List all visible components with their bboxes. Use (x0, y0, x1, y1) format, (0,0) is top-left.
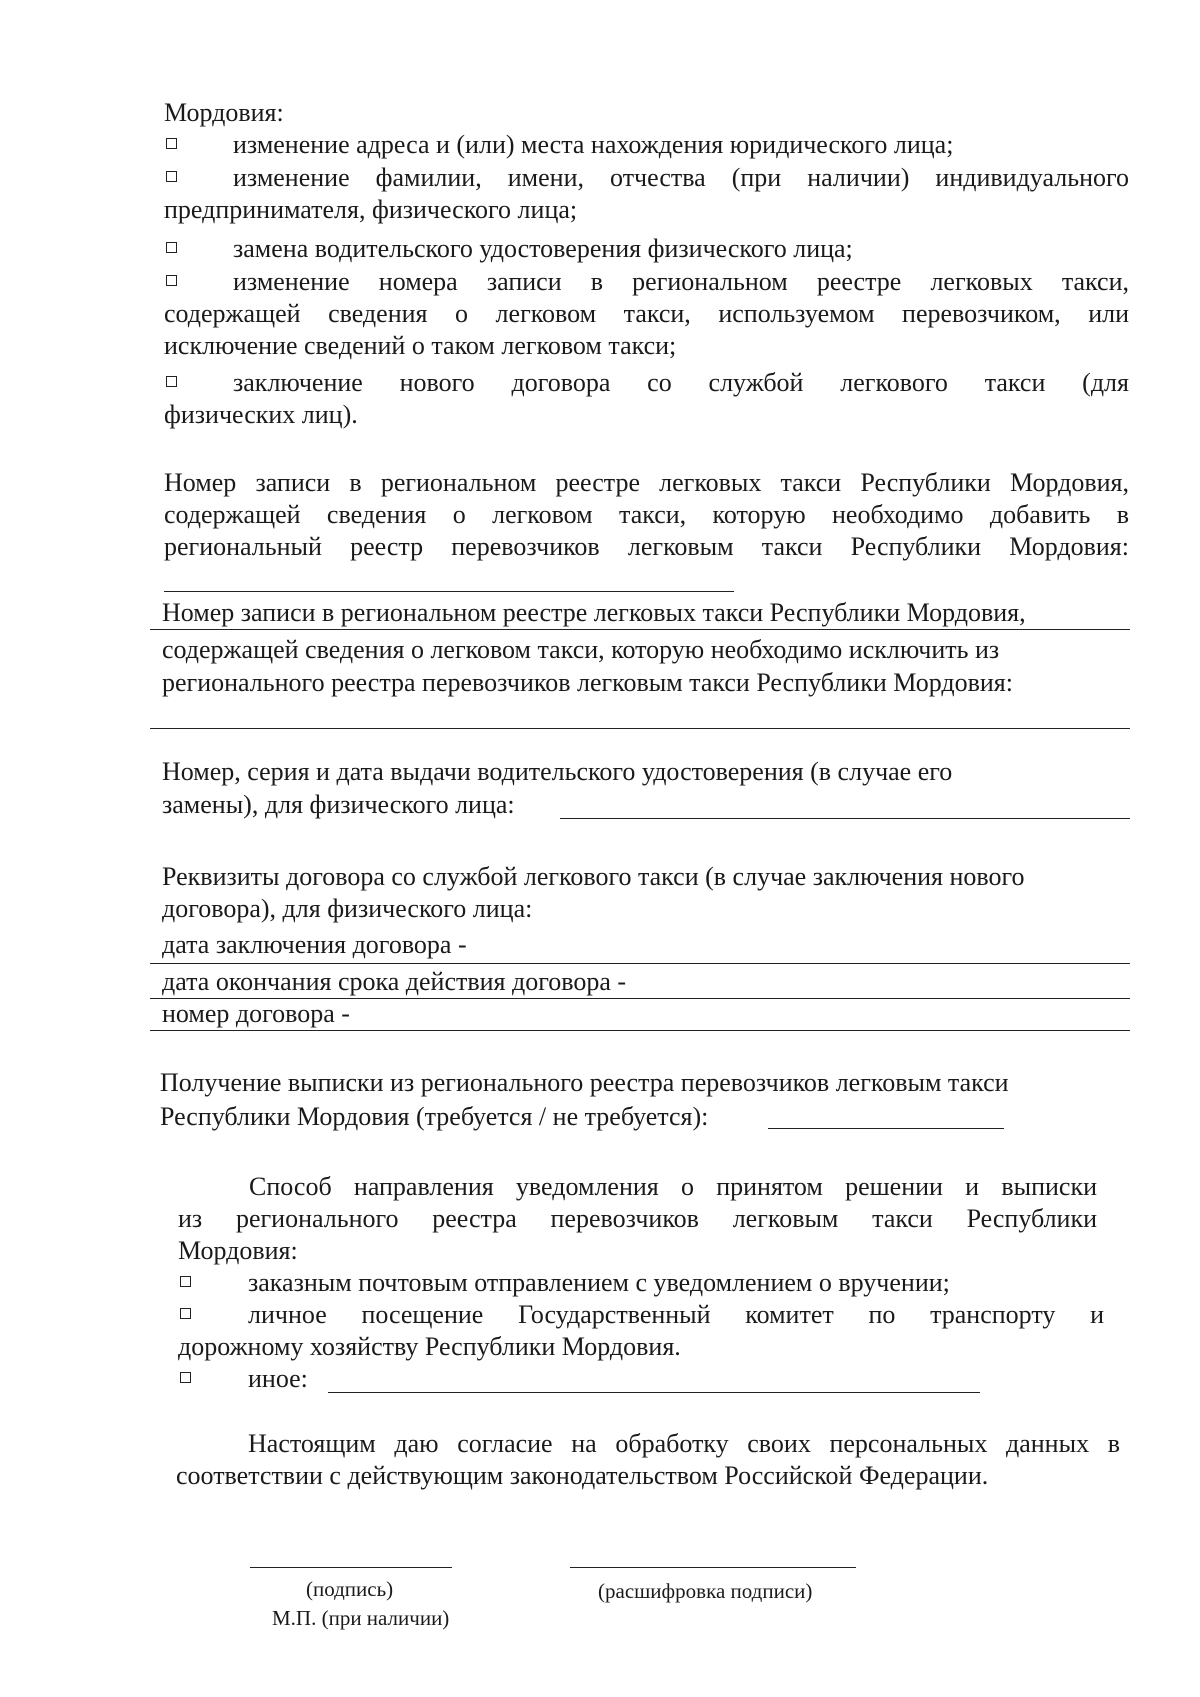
extract-line2: Республики Мордовия (требуется / не требуется): (160, 1102, 709, 1131)
remove-record-line1: Номер записи в региональном реестре легковых такси Республики Мордовия, (162, 598, 1026, 627)
contract-date-end: дата окончания срока действия договора - (162, 967, 627, 996)
license-line1: Номер, серия и дата выдачи водительского удостоверения (в случае его (162, 757, 953, 786)
option-registered-mail: заказным почтовым отправлением с уведомлением о вручении; (248, 1268, 950, 1297)
checkbox-other[interactable] (180, 1372, 191, 1383)
contract-number-field[interactable] (150, 1030, 1130, 1031)
notification-line3: Мордовия: (178, 1236, 298, 1265)
checkbox-personal-visit[interactable] (180, 1308, 191, 1319)
option-personal-visit: личное посещение Государственный комитет по транспорту и (248, 1300, 1104, 1329)
option-license-replace: замена водительского удостоверения физического лица; (233, 234, 853, 263)
notification-line2: из регионального реестра перевозчиков легковым такси Республики (178, 1204, 1097, 1233)
signature-label: (подпись) (306, 1577, 394, 1601)
checkbox-name-change[interactable] (166, 171, 177, 182)
contract-line2: договора), для физического лица: (162, 894, 533, 923)
contract-number: номер договора - (162, 999, 350, 1028)
signature-line[interactable] (250, 1567, 452, 1568)
checkbox-license-replace[interactable] (166, 242, 177, 253)
option-new-contract-cont: физических лиц). (164, 400, 358, 429)
extract-field[interactable] (768, 1128, 1004, 1129)
option-address-change: изменение адреса и (или) места нахождения юридического лица; (233, 130, 954, 159)
option-record-change: изменение номера записи в региональном реестре легковых такси, (233, 267, 1129, 296)
add-record-field[interactable] (164, 591, 734, 592)
option-personal-visit-cont: дорожному хозяйству Республики Мордовия. (178, 1332, 681, 1361)
option-record-change-cont1: содержащей сведения о легковом такси, используемом перевозчиком, или (164, 299, 1129, 328)
add-record-line1: Номер записи в региональном реестре легковых такси Республики Мордовия, (164, 468, 1129, 497)
checkbox-registered-mail[interactable] (180, 1276, 191, 1287)
checkbox-record-change[interactable] (166, 275, 177, 286)
notification-line1: Способ направления уведомления о принятом решении и выписки (249, 1172, 1097, 1201)
checkbox-address-change[interactable] (166, 138, 177, 149)
option-record-change-cont2: исключение сведений о таком легковом такси; (164, 331, 677, 360)
contract-date-start-field[interactable] (150, 963, 1130, 964)
contract-date-start: дата заключения договора - (162, 930, 467, 959)
remove-record-line2: содержащей сведения о легковом такси, которую необходимо исключить из (162, 635, 1000, 664)
remove-record-underline (150, 629, 1130, 630)
section-intro: Мордовия: (164, 98, 284, 127)
add-record-line2: содержащей сведения о легковом такси, которую необходимо добавить в (164, 500, 1129, 529)
remove-record-line3: регионального реестра перевозчиков легковым такси Республики Мордовия: (162, 668, 1013, 697)
extract-line1: Получение выписки из регионального реестра перевозчиков легковым такси (160, 1068, 1009, 1097)
add-record-line3: региональный реестр перевозчиков легковым такси Республики Мордовия: (164, 532, 1129, 561)
remove-record-field[interactable] (150, 728, 1130, 729)
consent-line1: Настоящим даю согласие на обработку своих персональных данных в (248, 1429, 1120, 1458)
stamp-label: М.П. (при наличии) (272, 1606, 450, 1630)
consent-line2: соответствии с действующим законодательством Российской Федерации. (176, 1461, 989, 1490)
option-name-change-cont: предпринимателя, физического лица; (164, 195, 578, 224)
license-field[interactable] (560, 818, 1130, 819)
license-line2: замены), для физического лица: (162, 790, 515, 819)
signature-decode-line[interactable] (570, 1567, 856, 1568)
contract-line1: Реквизиты договора со службой легкового такси (в случае заключения нового (162, 862, 1025, 891)
option-name-change: изменение фамилии, имени, отчества (при наличии) индивидуального (233, 163, 1129, 192)
checkbox-new-contract[interactable] (166, 376, 177, 387)
option-other: иное: (248, 1364, 308, 1393)
signature-decode-label: (расшифровка подписи) (598, 1579, 813, 1603)
option-new-contract: заключение нового договора со службой легкового такси (для (233, 368, 1129, 397)
other-field[interactable] (328, 1392, 980, 1393)
